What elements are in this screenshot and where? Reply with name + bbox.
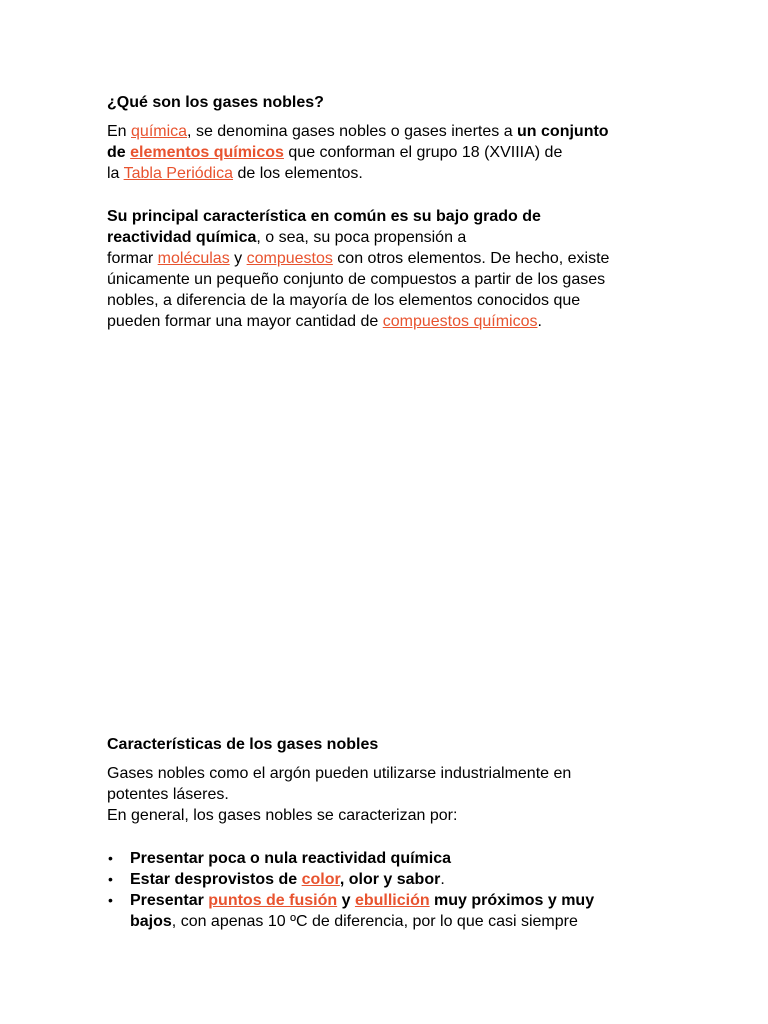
char-text: pueden formar una mayor cantidad de [107, 313, 383, 330]
list-item-bold-text: Presentar [130, 892, 209, 909]
char-line-3 [107, 248, 667, 269]
link-puntos-de-fusion[interactable]: puntos de fusión [208, 892, 338, 909]
link-color[interactable]: color [301, 871, 340, 888]
intro-paragraph [107, 121, 667, 184]
link-ebullicion[interactable]: ebullición [354, 892, 430, 909]
argon-line-2: potentes láseres. [107, 786, 229, 803]
link-elementos-quimicos[interactable]: elementos químicos [130, 144, 284, 161]
characteristics-list [107, 848, 667, 932]
section-heading-que-son: ¿Qué son los gases nobles? [107, 94, 324, 111]
bullet-icon: • [108, 892, 113, 908]
intro-text: la [107, 165, 124, 182]
list-item [107, 869, 667, 890]
general-line: En general, los gases nobles se caracterizan por: [107, 807, 458, 824]
list-item-bold-text: Presentar poca o nula reactividad química [130, 850, 451, 867]
intro-line-2 [107, 142, 667, 163]
bullet-icon: • [108, 850, 113, 866]
link-tabla-periodica[interactable]: Tabla Periódica [123, 165, 234, 182]
list-item-bold-text: Estar desprovistos de [130, 871, 302, 888]
list-item [107, 848, 667, 869]
list-item-bold-text: , olor y sabor [339, 871, 441, 888]
list-item-text: , con apenas 10 ºC de diferencia, por lo que casi siempre [171, 913, 578, 930]
intro-line-3 [107, 163, 667, 184]
intro-bold-text: un conjunto [517, 123, 609, 140]
argon-paragraph [107, 763, 667, 826]
intro-text: de los elementos. [233, 165, 363, 182]
intro-text: , se denomina gases nobles o gases inertes a [187, 123, 518, 140]
char-bold-text: reactividad química [107, 229, 257, 246]
list-item-bold-text: y [337, 892, 355, 909]
link-quimica[interactable]: química [131, 123, 188, 140]
argon-line-1: Gases nobles como el argón pueden utilizarse industrialmente en [107, 765, 572, 782]
link-compuestos[interactable]: compuestos [246, 250, 333, 267]
link-moleculas[interactable]: moléculas [157, 250, 230, 267]
char-text: . [537, 313, 542, 330]
char-line-4: únicamente un pequeño conjunto de compuestos a partir de los gases [107, 271, 606, 288]
intro-bold-text: de [107, 144, 131, 161]
intro-text: En [107, 123, 132, 140]
char-text: , o sea, su poca propensión a [256, 229, 467, 246]
list-item-bold-text: bajos [130, 913, 172, 930]
list-item-bold-text: muy próximos y muy [429, 892, 595, 909]
intro-line-1 [107, 121, 667, 142]
char-line-6 [107, 311, 667, 332]
list-item-text: . [440, 871, 445, 888]
intro-text: que conforman el grupo 18 (XVIIIA) de [283, 144, 563, 161]
bullet-icon: • [108, 871, 113, 887]
char-text: formar [107, 250, 158, 267]
char-line-1 [107, 206, 667, 227]
section-heading-caracteristicas: Características de los gases nobles [107, 736, 379, 753]
char-bold-text: Su principal característica en común es su bajo grado de [107, 208, 541, 225]
characteristic-paragraph [107, 206, 667, 332]
list-item [107, 890, 667, 932]
char-text: con otros elementos. De hecho, existe [332, 250, 610, 267]
char-line-5: nobles, a diferencia de la mayoría de los elementos conocidos que [107, 292, 581, 309]
link-compuestos-quimicos[interactable]: compuestos químicos [382, 313, 538, 330]
char-line-2 [107, 227, 667, 248]
char-text: y [229, 250, 247, 267]
